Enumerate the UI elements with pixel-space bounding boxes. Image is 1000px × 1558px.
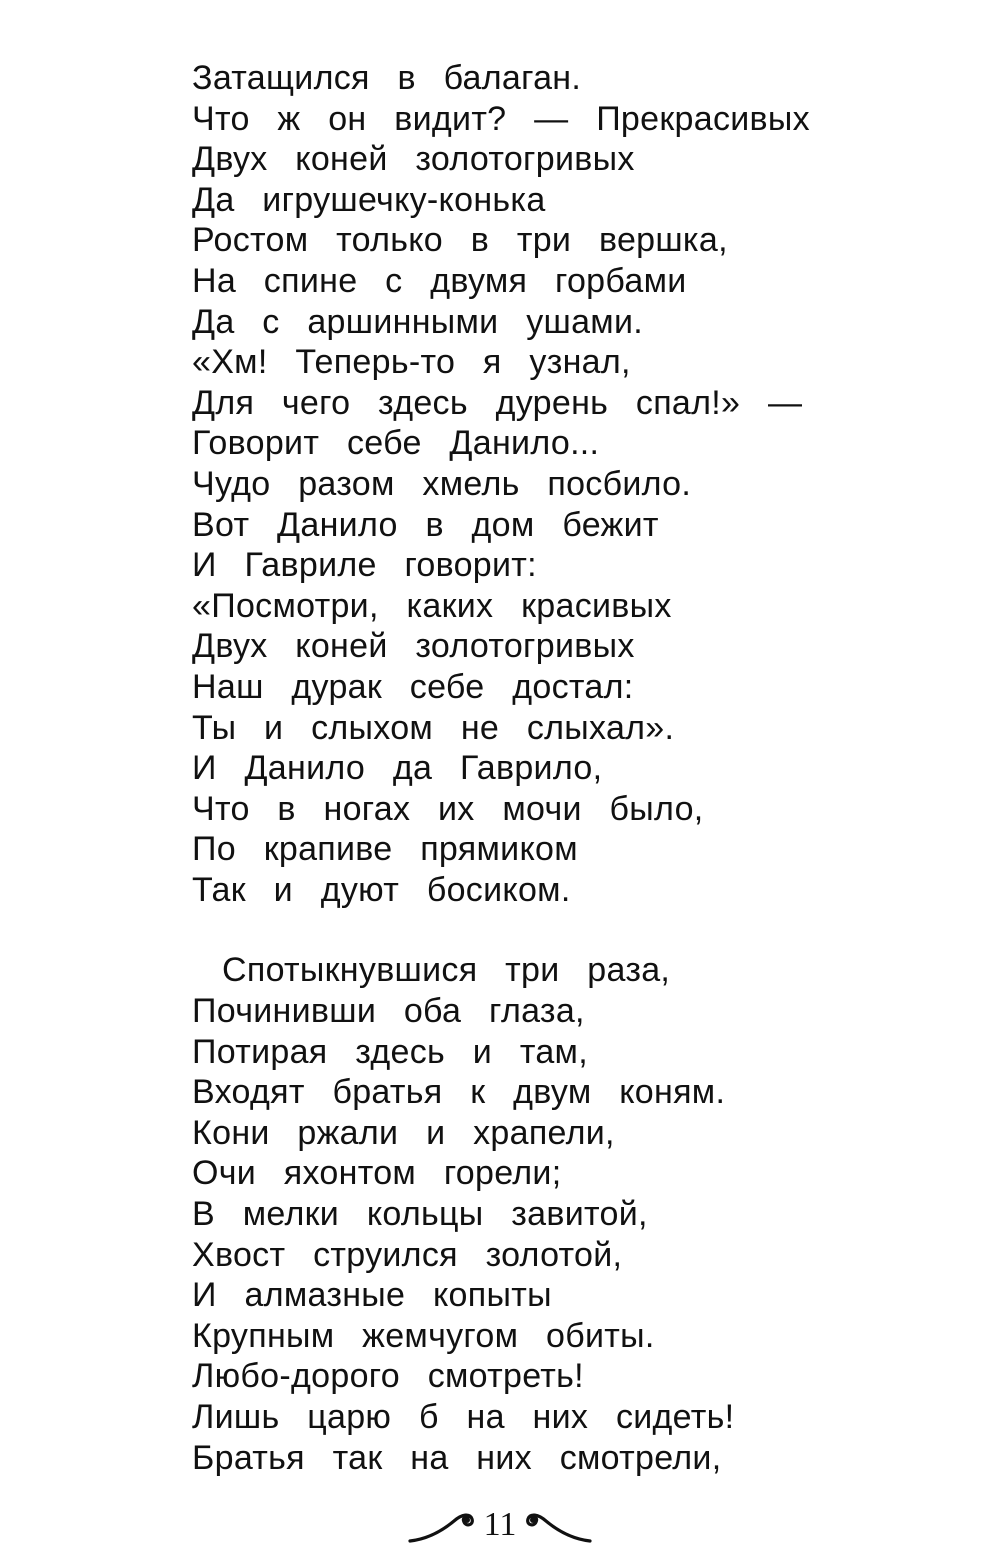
poem <box>192 58 952 1478</box>
page-number: 11 <box>483 1506 517 1543</box>
poem-line: Для чего здесь дурень спал!» — <box>192 383 803 422</box>
poem-line: Братья так на них смотрели, <box>192 1438 722 1477</box>
poem-line: В мелки кольцы завитой, <box>192 1195 648 1234</box>
swirl-ornament-right-icon <box>522 1505 592 1545</box>
poem-line: Двух коней золотогривых <box>192 140 635 179</box>
poem-line: Спотыкнувшися три раза, <box>222 951 671 990</box>
poem-line: И Гавриле говорит: <box>192 546 537 585</box>
poem-line: По крапиве прямиком <box>192 830 578 869</box>
poem-line: Двух коней золотогривых <box>192 627 635 666</box>
stanza-1 <box>192 58 952 910</box>
poem-line: Ростом только в три вершка, <box>192 221 728 260</box>
poem-line: Наш дурак себе достал: <box>192 667 634 706</box>
swirl-ornament-left-icon <box>408 1505 478 1545</box>
poem-line: Говорит себе Данило... <box>192 424 600 463</box>
poem-line: Да игрушечку-конька <box>192 180 546 219</box>
poem-line: Починивши оба глаза, <box>192 992 585 1031</box>
poem-line: Очи яхонтом горели; <box>192 1154 562 1193</box>
poem-line: Кони ржали и храпели, <box>192 1113 615 1152</box>
poem-line: Лишь царю б на них сидеть! <box>192 1398 735 1436</box>
poem-line: Входят братья к двум коням. <box>192 1073 726 1112</box>
poem-line: «Посмотри, каких красивых <box>192 586 672 625</box>
poem-line: Да с аршинными ушами. <box>192 302 644 341</box>
poem-line: Так и дуют босиком. <box>192 870 571 909</box>
poem-line: Что ж он видит? — Прекрасивых <box>192 99 810 138</box>
poem-line: И Данило да Гаврило, <box>192 749 603 788</box>
poem-line: Что в ногах их мочи было, <box>192 789 704 828</box>
stanza-2 <box>192 950 952 1478</box>
poem-line: Ты и слыхом не слыхал». <box>192 708 675 747</box>
poem-line: Любо-дорого смотреть! <box>192 1357 584 1396</box>
poem-line: На спине с двумя горбами <box>192 261 687 300</box>
poem-line: Чудо разом хмель посбило. <box>192 464 692 503</box>
poem-line: Затащился в балаган. <box>192 59 582 97</box>
page-footer <box>0 1495 1000 1555</box>
poem-line: «Хм! Теперь-то я узнал, <box>192 343 631 382</box>
poem-line: И алмазные копыты <box>192 1276 552 1315</box>
poem-line: Хвост струился золотой, <box>192 1235 623 1274</box>
poem-line: Вот Данило в дом бежит <box>192 505 659 544</box>
poem-line: Потирая здесь и там, <box>192 1032 588 1071</box>
poem-line: Крупным жемчугом обиты. <box>192 1316 655 1355</box>
